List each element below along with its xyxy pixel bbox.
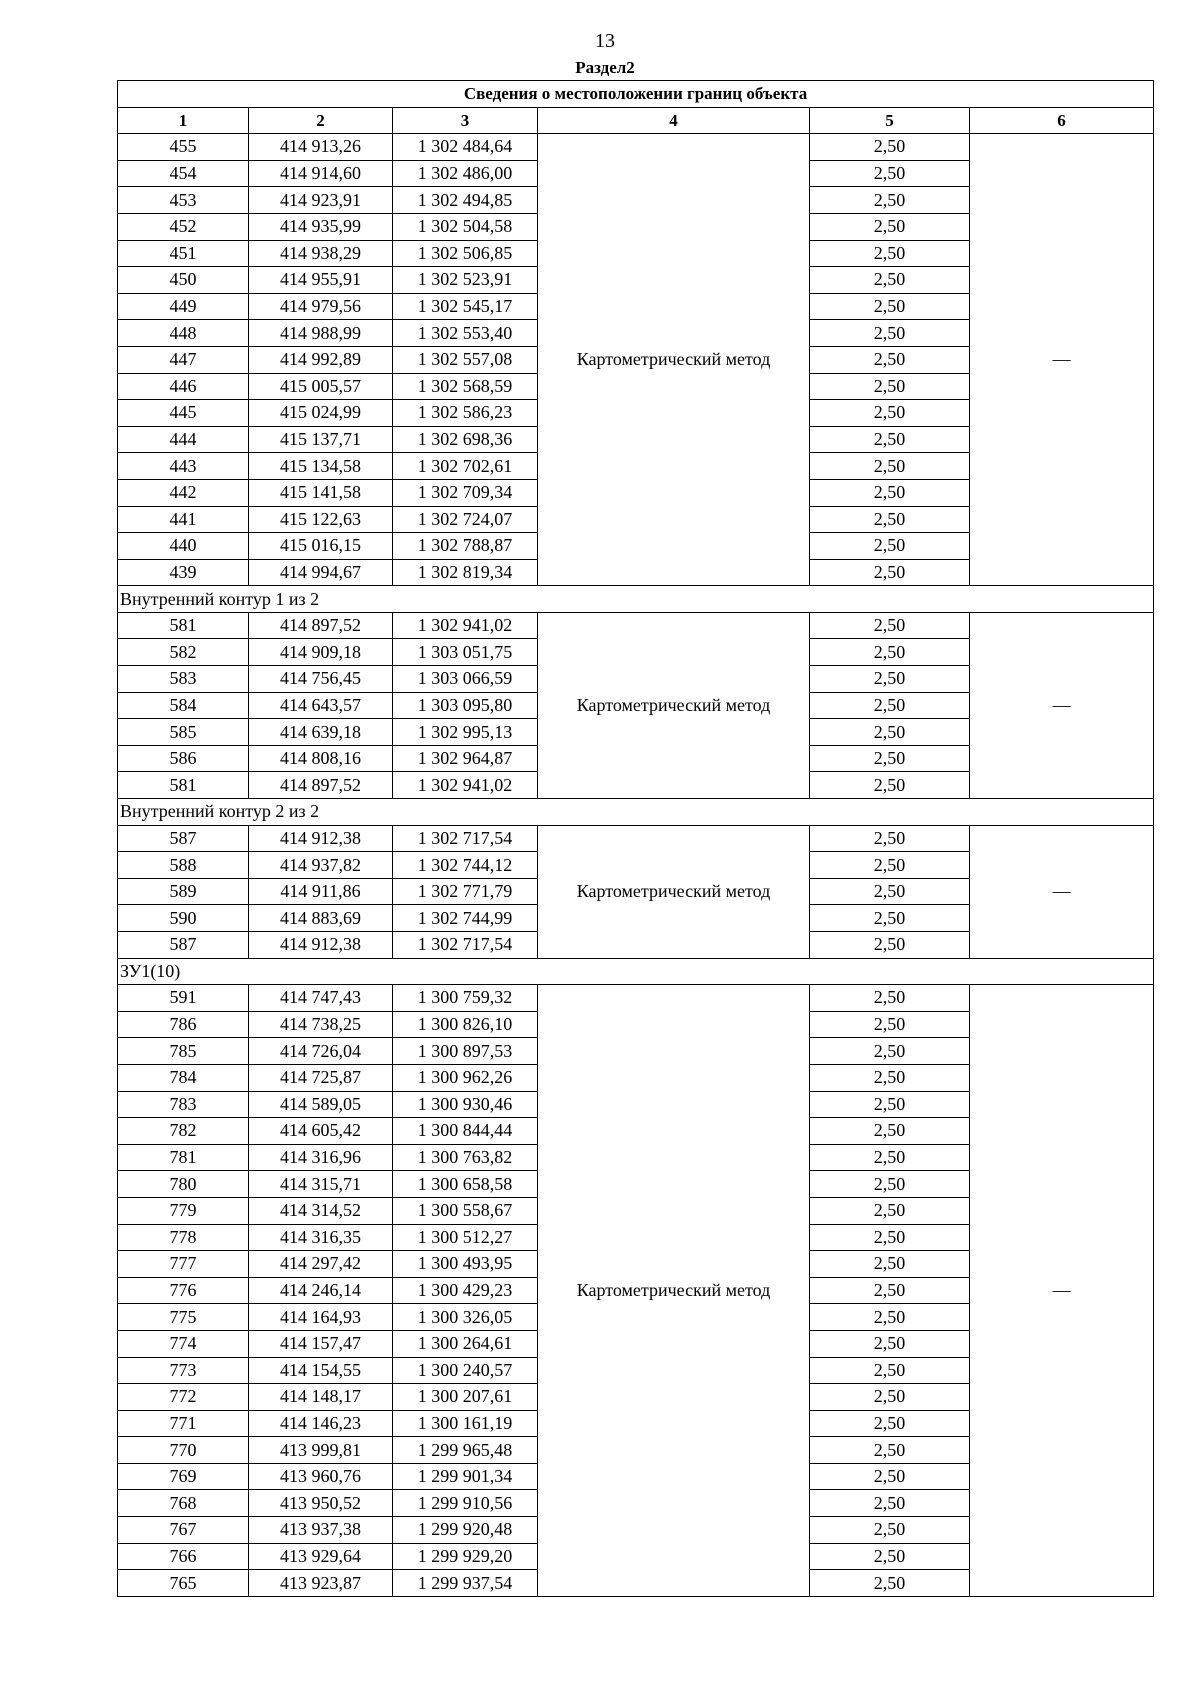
coordinate-y: 1 302 504,58: [393, 213, 538, 240]
coordinate-x: 414 909,18: [249, 639, 393, 666]
table-row: [118, 985, 1154, 1012]
point-number: 590: [118, 905, 249, 932]
accuracy-value: 2,50: [810, 346, 970, 373]
coordinate-y: 1 302 484,64: [393, 134, 538, 161]
table-row: [118, 612, 1154, 639]
accuracy-value: 2,50: [810, 905, 970, 932]
coordinate-y: 1 302 744,99: [393, 905, 538, 932]
accuracy-value: 2,50: [810, 426, 970, 453]
coordinate-y: 1 300 207,61: [393, 1384, 538, 1411]
column-header: 5: [810, 107, 970, 134]
point-number: 772: [118, 1384, 249, 1411]
point-number: 769: [118, 1463, 249, 1490]
coordinate-x: 413 960,76: [249, 1463, 393, 1490]
point-number: 442: [118, 479, 249, 506]
accuracy-value: 2,50: [810, 1463, 970, 1490]
column-header-row: [118, 107, 1154, 134]
coordinate-x: 415 005,57: [249, 373, 393, 400]
coordinate-x: 414 605,42: [249, 1118, 393, 1145]
coordinate-y: 1 300 759,32: [393, 985, 538, 1012]
point-number: 768: [118, 1490, 249, 1517]
coordinate-x: 413 937,38: [249, 1517, 393, 1544]
coordinate-y: 1 300 962,26: [393, 1064, 538, 1091]
coordinate-x: 414 808,16: [249, 745, 393, 772]
point-number: 455: [118, 134, 249, 161]
accuracy-value: 2,50: [810, 1517, 970, 1544]
coordinate-x: 414 914,60: [249, 160, 393, 187]
note-cell: —: [970, 134, 1154, 586]
coordinate-x: 414 726,04: [249, 1038, 393, 1065]
point-number: 447: [118, 346, 249, 373]
coordinate-x: 414 912,38: [249, 825, 393, 852]
point-number: 589: [118, 878, 249, 905]
accuracy-value: 2,50: [810, 240, 970, 267]
coordinate-x: 414 913,26: [249, 134, 393, 161]
table-row: [118, 134, 1154, 161]
coordinate-y: 1 300 763,82: [393, 1144, 538, 1171]
point-number: 582: [118, 639, 249, 666]
point-number: 445: [118, 400, 249, 427]
coordinate-y: 1 303 095,80: [393, 692, 538, 719]
point-number: 777: [118, 1251, 249, 1278]
coordinate-y: 1 300 930,46: [393, 1091, 538, 1118]
coordinate-y: 1 302 964,87: [393, 745, 538, 772]
coordinate-x: 413 999,81: [249, 1437, 393, 1464]
accuracy-value: 2,50: [810, 1330, 970, 1357]
accuracy-value: 2,50: [810, 533, 970, 560]
coordinate-y: 1 300 512,27: [393, 1224, 538, 1251]
coordinate-y: 1 303 066,59: [393, 666, 538, 693]
coordinate-x: 414 297,42: [249, 1251, 393, 1278]
boundary-table-body: [118, 81, 1154, 1597]
point-number: 780: [118, 1171, 249, 1198]
accuracy-value: 2,50: [810, 134, 970, 161]
note-cell: —: [970, 612, 1154, 798]
coordinate-y: 1 299 929,20: [393, 1543, 538, 1570]
coordinate-x: 414 992,89: [249, 346, 393, 373]
point-number: 766: [118, 1543, 249, 1570]
coordinate-y: 1 300 558,67: [393, 1197, 538, 1224]
accuracy-value: 2,50: [810, 453, 970, 480]
coordinate-y: 1 300 493,95: [393, 1251, 538, 1278]
group-label: Внутренний контур 2 из 2: [118, 799, 1154, 826]
coordinate-y: 1 302 523,91: [393, 267, 538, 294]
coordinate-x: 414 938,29: [249, 240, 393, 267]
coordinate-x: 414 912,38: [249, 932, 393, 959]
coordinate-x: 414 146,23: [249, 1410, 393, 1437]
table-title: Сведения о местоположении границ объекта: [118, 81, 1154, 108]
coordinate-x: 415 141,58: [249, 479, 393, 506]
method-cell: Картометрический метод: [538, 825, 810, 958]
accuracy-value: 2,50: [810, 479, 970, 506]
coordinate-x: 414 643,57: [249, 692, 393, 719]
point-number: 786: [118, 1011, 249, 1038]
accuracy-value: 2,50: [810, 932, 970, 959]
coordinate-x: 413 950,52: [249, 1490, 393, 1517]
point-number: 453: [118, 187, 249, 214]
coordinate-x: 414 154,55: [249, 1357, 393, 1384]
column-header: 2: [249, 107, 393, 134]
point-number: 441: [118, 506, 249, 533]
coordinate-x: 415 024,99: [249, 400, 393, 427]
point-number: 776: [118, 1277, 249, 1304]
page-number: 13: [595, 30, 615, 52]
accuracy-value: 2,50: [810, 1410, 970, 1437]
coordinate-x: 414 923,91: [249, 187, 393, 214]
point-number: 440: [118, 533, 249, 560]
accuracy-value: 2,50: [810, 1251, 970, 1278]
coordinate-x: 414 316,35: [249, 1224, 393, 1251]
table-row: [118, 825, 1154, 852]
coordinate-y: 1 302 568,59: [393, 373, 538, 400]
coordinate-x: 414 725,87: [249, 1064, 393, 1091]
point-number: 451: [118, 240, 249, 267]
accuracy-value: 2,50: [810, 1011, 970, 1038]
point-number: 773: [118, 1357, 249, 1384]
coordinate-y: 1 302 941,02: [393, 772, 538, 799]
coordinate-y: 1 302 586,23: [393, 400, 538, 427]
point-number: 778: [118, 1224, 249, 1251]
coordinate-x: 414 937,82: [249, 852, 393, 879]
coordinate-y: 1 302 788,87: [393, 533, 538, 560]
accuracy-value: 2,50: [810, 1437, 970, 1464]
column-header: 6: [970, 107, 1154, 134]
coordinate-y: 1 299 965,48: [393, 1437, 538, 1464]
accuracy-value: 2,50: [810, 1357, 970, 1384]
accuracy-value: 2,50: [810, 320, 970, 347]
point-number: 767: [118, 1517, 249, 1544]
coordinate-x: 414 935,99: [249, 213, 393, 240]
accuracy-value: 2,50: [810, 267, 970, 294]
accuracy-value: 2,50: [810, 772, 970, 799]
coordinate-x: 415 137,71: [249, 426, 393, 453]
accuracy-value: 2,50: [810, 639, 970, 666]
coordinate-y: 1 302 819,34: [393, 559, 538, 586]
accuracy-value: 2,50: [810, 1543, 970, 1570]
point-number: 774: [118, 1330, 249, 1357]
accuracy-value: 2,50: [810, 1277, 970, 1304]
accuracy-value: 2,50: [810, 1490, 970, 1517]
accuracy-value: 2,50: [810, 825, 970, 852]
section-title: Раздел2: [575, 58, 635, 77]
coordinate-y: 1 302 717,54: [393, 825, 538, 852]
coordinate-x: 414 738,25: [249, 1011, 393, 1038]
coordinate-y: 1 302 557,08: [393, 346, 538, 373]
coordinate-y: 1 302 545,17: [393, 293, 538, 320]
point-number: 586: [118, 745, 249, 772]
coordinate-x: 414 315,71: [249, 1171, 393, 1198]
accuracy-value: 2,50: [810, 878, 970, 905]
column-header: 3: [393, 107, 538, 134]
coordinate-y: 1 299 937,54: [393, 1570, 538, 1597]
coordinate-y: 1 302 486,00: [393, 160, 538, 187]
accuracy-value: 2,50: [810, 1038, 970, 1065]
coordinate-x: 415 016,15: [249, 533, 393, 560]
table-title-row: [118, 81, 1154, 108]
accuracy-value: 2,50: [810, 1118, 970, 1145]
point-number: 446: [118, 373, 249, 400]
group-label: Внутренний контур 1 из 2: [118, 586, 1154, 613]
coordinate-y: 1 300 161,19: [393, 1410, 538, 1437]
accuracy-value: 2,50: [810, 1064, 970, 1091]
point-number: 587: [118, 932, 249, 959]
coordinate-y: 1 300 264,61: [393, 1330, 538, 1357]
point-number: 454: [118, 160, 249, 187]
group-header-row: [118, 799, 1154, 826]
accuracy-value: 2,50: [810, 985, 970, 1012]
note-cell: —: [970, 825, 1154, 958]
coordinate-y: 1 303 051,75: [393, 639, 538, 666]
column-header: 1: [118, 107, 249, 134]
accuracy-value: 2,50: [810, 160, 970, 187]
method-cell: Картометрический метод: [538, 985, 810, 1597]
coordinate-x: 413 923,87: [249, 1570, 393, 1597]
coordinate-x: 414 911,86: [249, 878, 393, 905]
point-number: 583: [118, 666, 249, 693]
accuracy-value: 2,50: [810, 1171, 970, 1198]
accuracy-value: 2,50: [810, 612, 970, 639]
coordinate-y: 1 302 771,79: [393, 878, 538, 905]
coordinate-x: 414 988,99: [249, 320, 393, 347]
point-number: 785: [118, 1038, 249, 1065]
group-label: ЗУ1(10): [118, 958, 1154, 985]
accuracy-value: 2,50: [810, 1144, 970, 1171]
accuracy-value: 2,50: [810, 1091, 970, 1118]
group-header-row: [118, 958, 1154, 985]
coordinate-x: 414 979,56: [249, 293, 393, 320]
coordinate-x: 413 929,64: [249, 1543, 393, 1570]
accuracy-value: 2,50: [810, 559, 970, 586]
coordinate-x: 414 756,45: [249, 666, 393, 693]
point-number: 443: [118, 453, 249, 480]
coordinate-x: 414 148,17: [249, 1384, 393, 1411]
coordinate-y: 1 302 702,61: [393, 453, 538, 480]
accuracy-value: 2,50: [810, 852, 970, 879]
coordinate-y: 1 300 429,23: [393, 1277, 538, 1304]
point-number: 783: [118, 1091, 249, 1118]
coordinate-x: 414 589,05: [249, 1091, 393, 1118]
accuracy-value: 2,50: [810, 400, 970, 427]
coordinate-x: 414 314,52: [249, 1197, 393, 1224]
accuracy-value: 2,50: [810, 373, 970, 400]
accuracy-value: 2,50: [810, 719, 970, 746]
coordinate-y: 1 302 506,85: [393, 240, 538, 267]
point-number: 587: [118, 825, 249, 852]
point-number: 584: [118, 692, 249, 719]
coordinate-x: 414 897,52: [249, 612, 393, 639]
note-cell: —: [970, 985, 1154, 1597]
coordinate-x: 414 316,96: [249, 1144, 393, 1171]
accuracy-value: 2,50: [810, 1224, 970, 1251]
coordinate-x: 414 883,69: [249, 905, 393, 932]
coordinate-x: 414 994,67: [249, 559, 393, 586]
method-cell: Картометрический метод: [538, 612, 810, 798]
accuracy-value: 2,50: [810, 1384, 970, 1411]
accuracy-value: 2,50: [810, 187, 970, 214]
coordinate-x: 414 747,43: [249, 985, 393, 1012]
coordinate-y: 1 302 724,07: [393, 506, 538, 533]
point-number: 591: [118, 985, 249, 1012]
boundary-table: [117, 80, 1154, 1597]
coordinate-y: 1 300 658,58: [393, 1171, 538, 1198]
coordinate-y: 1 302 494,85: [393, 187, 538, 214]
coordinate-x: 414 157,47: [249, 1330, 393, 1357]
coordinate-y: 1 300 240,57: [393, 1357, 538, 1384]
coordinate-y: 1 299 920,48: [393, 1517, 538, 1544]
point-number: 771: [118, 1410, 249, 1437]
accuracy-value: 2,50: [810, 745, 970, 772]
coordinate-y: 1 302 744,12: [393, 852, 538, 879]
point-number: 779: [118, 1197, 249, 1224]
accuracy-value: 2,50: [810, 692, 970, 719]
accuracy-value: 2,50: [810, 1570, 970, 1597]
column-header: 4: [538, 107, 810, 134]
coordinate-y: 1 302 717,54: [393, 932, 538, 959]
coordinate-y: 1 300 897,53: [393, 1038, 538, 1065]
point-number: 588: [118, 852, 249, 879]
coordinate-x: 414 897,52: [249, 772, 393, 799]
point-number: 770: [118, 1437, 249, 1464]
accuracy-value: 2,50: [810, 213, 970, 240]
coordinate-y: 1 302 995,13: [393, 719, 538, 746]
point-number: 449: [118, 293, 249, 320]
coordinate-y: 1 300 826,10: [393, 1011, 538, 1038]
coordinate-x: 414 164,93: [249, 1304, 393, 1331]
point-number: 448: [118, 320, 249, 347]
coordinate-y: 1 302 709,34: [393, 479, 538, 506]
coordinate-x: 415 134,58: [249, 453, 393, 480]
point-number: 781: [118, 1144, 249, 1171]
coordinate-x: 415 122,63: [249, 506, 393, 533]
point-number: 775: [118, 1304, 249, 1331]
coordinate-y: 1 302 698,36: [393, 426, 538, 453]
point-number: 444: [118, 426, 249, 453]
point-number: 581: [118, 612, 249, 639]
coordinate-x: 414 955,91: [249, 267, 393, 294]
method-cell: Картометрический метод: [538, 134, 810, 586]
coordinate-x: 414 639,18: [249, 719, 393, 746]
point-number: 765: [118, 1570, 249, 1597]
coordinate-x: 414 246,14: [249, 1277, 393, 1304]
coordinate-y: 1 302 553,40: [393, 320, 538, 347]
coordinate-y: 1 300 326,05: [393, 1304, 538, 1331]
accuracy-value: 2,50: [810, 293, 970, 320]
point-number: 581: [118, 772, 249, 799]
group-header-row: [118, 586, 1154, 613]
point-number: 452: [118, 213, 249, 240]
point-number: 782: [118, 1118, 249, 1145]
point-number: 585: [118, 719, 249, 746]
accuracy-value: 2,50: [810, 506, 970, 533]
coordinate-y: 1 299 910,56: [393, 1490, 538, 1517]
point-number: 450: [118, 267, 249, 294]
point-number: 439: [118, 559, 249, 586]
coordinate-y: 1 300 844,44: [393, 1118, 538, 1145]
coordinate-y: 1 299 901,34: [393, 1463, 538, 1490]
accuracy-value: 2,50: [810, 1304, 970, 1331]
accuracy-value: 2,50: [810, 1197, 970, 1224]
point-number: 784: [118, 1064, 249, 1091]
coordinate-y: 1 302 941,02: [393, 612, 538, 639]
accuracy-value: 2,50: [810, 666, 970, 693]
